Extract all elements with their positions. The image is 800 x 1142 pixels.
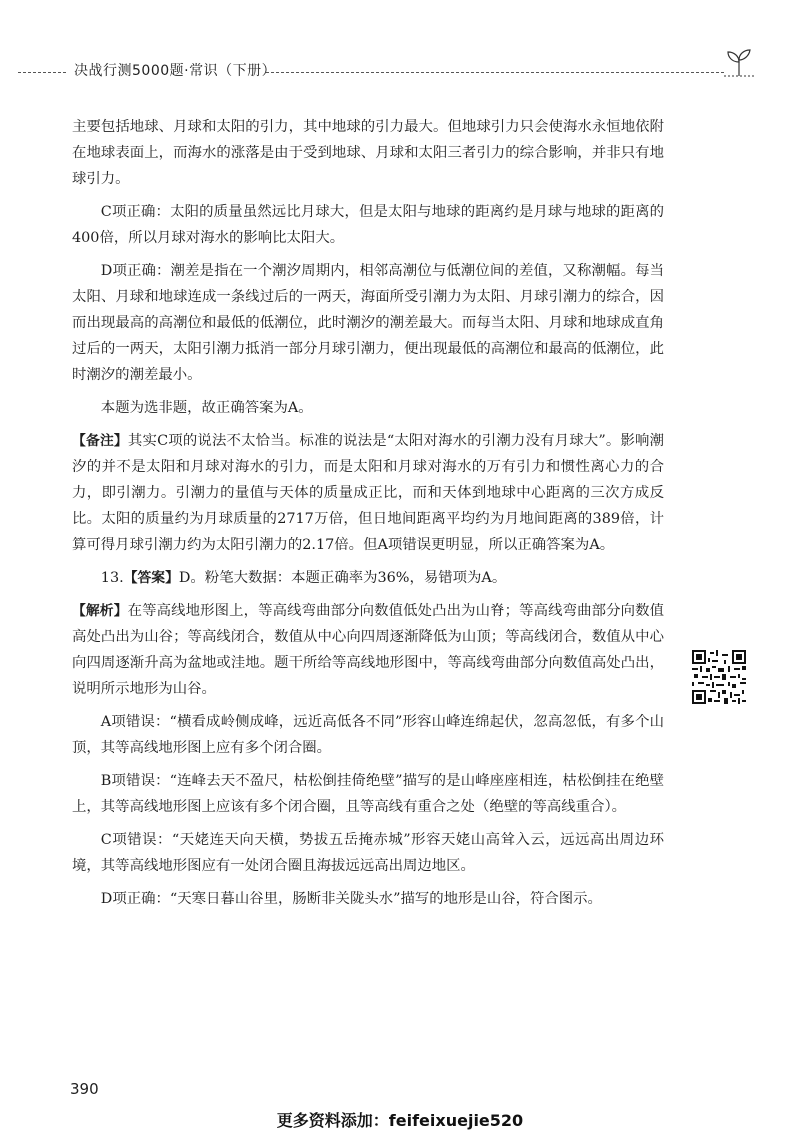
paragraph: C项错误：“天姥连天向天横，势拔五岳掩赤城”形容天姥山高耸入云，远远高出周边环境，其等高线地形图应有一处闭合圈且海拔远远高出周边地区。 xyxy=(72,832,664,874)
answer-paragraph: 13.【答案】D。粉笔大数据：本题正确率为36%，易错项为A。 xyxy=(100,570,507,586)
paragraph: C项正确：太阳的质量虽然远比月球大，但是太阳与地球的距离约是月球与地球的距离的400倍，所以月球对海水的影响比太阳大。 xyxy=(72,204,664,246)
note-paragraph: 【备注】其实C项的说法不太恰当。标准的说法是“太阳对海水的引潮力没有月球大”。影响潮汐的并不是太阳和月球对海水的引力，而是太阳和月球对海水的万有引力和惯性离心力的合力，即引潮力。引潮力的量值与天体的质量成正比，而和天体到地球中心距离的三次方成反比。太阳的质量约为月球质量的2717万倍，但日地间距离平均约为月地间距离的389倍，计算可得月球引潮力约为太阳引潮力的2.17倍。但A项错误更明显，所以正确答案为A。 xyxy=(72,433,665,553)
paragraph: 主要包括地球、月球和太阳的引力，其中地球的引力最大。但地球引力只会使海水永恒地依附在地球表面上，而海水的涨落是由于受到地球、月球和太阳三者引力的综合影响，并非只有地球引力。 xyxy=(72,119,664,187)
answer-tag: 【答案】 xyxy=(123,570,179,586)
question-number: 13. xyxy=(100,570,124,586)
paragraph: 本题为选非题，故正确答案为A。 xyxy=(100,400,313,416)
header-title: 决战行测5000题·常识（下册） xyxy=(74,63,277,79)
footer-note: 更多资料添加：feifeixuejie520 xyxy=(276,1111,524,1130)
leaf-sprout-icon xyxy=(722,46,756,80)
paragraph: A项错误：“横看成岭侧成峰，远近高低各不同”形容山峰连绵起伏，忽高忽低，有多个山顶，其等高线地形图上应有多个闭合圈。 xyxy=(72,714,664,756)
body-text xyxy=(72,114,664,912)
analysis-paragraph: 【解析】在等高线地形图上，等高线弯曲部分向数值低处凸出为山脊；等高线弯曲部分向数值高处凸出为山谷；等高线闭合，数值从中心向四周逐渐降低为山顶；等高线闭合，数值从中心向四周逐渐升高为盆地或洼地。题干所给等高线地形图中，等高线弯曲部分向数值高处凸出，说明所示地形为山谷。 xyxy=(72,603,664,697)
paragraph: D项正确：“天寒日暮山谷里，肠断非关陇头水”描写的地形是山谷，符合图示。 xyxy=(100,891,602,907)
qr-code-icon[interactable] xyxy=(692,650,746,704)
paragraph: D项正确：潮差是指在一个潮汐周期内，相邻高潮位与低潮位间的差值，又称潮幅。每当太阳、月球和地球连成一条线过后的一两天，海面所受引潮力为太阳、月球引潮力的综合，因而出现最高的高潮位和最低的低潮位，此时潮汐的潮差最大。而每当太阳、月球和地球成直角过后的一两天，太阳引潮力抵消一部分月球引潮力，便出现最低的高潮位和最高的低潮位，此时潮汐的潮差最小。 xyxy=(72,263,664,383)
page-number: 390 xyxy=(70,1080,99,1098)
paragraph: B项错误：“连峰去天不盈尺，枯松倒挂倚绝壁”描写的是山峰座座相连，枯松倒挂在绝壁上，其等高线地形图上应该有多个闭合圈，且等高线有重合之处（绝壁的等高线重合）。 xyxy=(72,773,664,815)
header-rule-right xyxy=(266,72,724,73)
note-tag: 【备注】 xyxy=(72,433,128,449)
header-rule-left xyxy=(18,72,66,73)
analysis-tag: 【解析】 xyxy=(72,603,128,619)
running-header xyxy=(0,58,800,84)
